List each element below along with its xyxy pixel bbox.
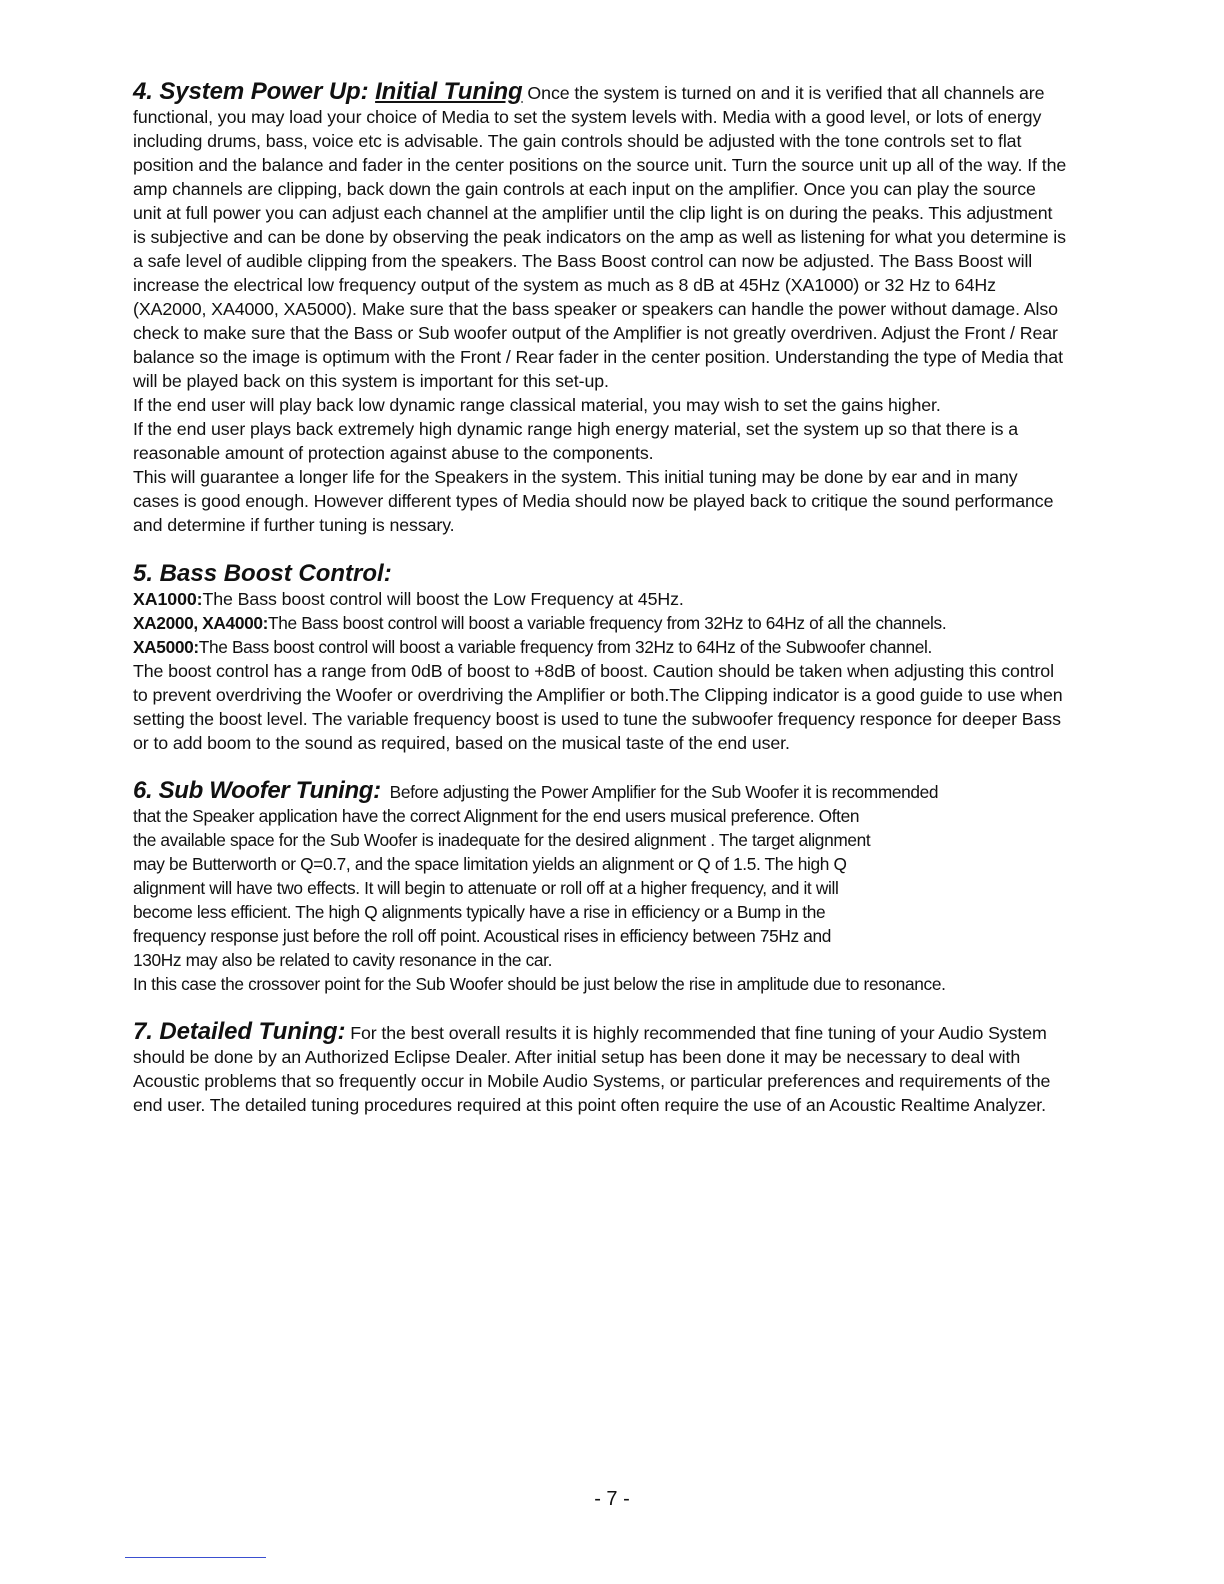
- section-bass-boost-control: [133, 561, 1068, 755]
- section-6-heading: 6. Sub Woofer Tuning:: [133, 777, 381, 804]
- section-detailed-tuning: [133, 1020, 1068, 1117]
- footer-rule: [125, 1557, 266, 1558]
- xa5000-line: XA5000:The Bass boost control will boost a variable frequency from 32Hz to 64Hz of the Subwoofer channel.: [133, 637, 932, 657]
- section-6-line-7: 130Hz may also be related to cavity resonance in the car.: [133, 950, 553, 970]
- section-4-line-guarantee: This will guarantee a longer life for the Speakers in the system. This initial tuning may be done by ear and in many cases is good enough. However different types of Media should now be played back to critique the sound performance and determine if further tuning is nessary.: [133, 467, 1054, 535]
- section-sub-woofer-tuning: [133, 779, 1068, 996]
- xa5000-label: XA5000:: [133, 637, 199, 657]
- xa2000-label: XA2000, XA4000:: [133, 613, 269, 633]
- section-4-paragraph: [133, 80, 1068, 393]
- section-4-line-classical: If the end user will play back low dynamic range classical material, you may wish to set the gains higher.: [133, 395, 941, 415]
- section-5-body: The boost control has a range from 0dB of boost to +8dB of boost. Caution should be taken when adjusting this control to prevent overdriving the Woofer or overdriving the Amplifier or both.The Clipping indicator is a good guide to use when setting the boost level. The variable frequency boost is used to tune the subwoofer frequency responce for deeper Bass or to add boom to the sound as required, based on the musical taste of the end user.: [133, 661, 1063, 753]
- xa2000-line: XA2000, XA4000:The Bass boost control will boost a variable frequency from 32Hz to 64Hz of all the channels.: [133, 613, 947, 633]
- section-7-body: For the best overall results it is highly recommended that fine tuning of your Audio System should be done by an Authorized Eclipse Dealer. After initial setup has been done it may be necessary to deal with Acoustic problems that so frequently occur in Mobile Audio Systems, or particular preferences and requirements of the end user. The detailed tuning procedures required at this point often require the use of an Acoustic Realtime Analyzer.: [133, 1023, 1051, 1115]
- section-7-heading: 7. Detailed Tuning:: [133, 1018, 346, 1045]
- section-6-line-6: frequency response just before the roll off point. Acoustical rises in efficiency between 75Hz and: [133, 926, 832, 946]
- document-page: [133, 80, 1068, 1141]
- section-6-line-4: alignment will have two effects. It will begin to attenuate or roll off at a higher frequency, and it will: [133, 878, 839, 898]
- xa1000-label: XA1000:: [133, 589, 203, 609]
- section-5-heading: 5. Bass Boost Control:: [133, 560, 392, 587]
- section-7-paragraph: [133, 1020, 1068, 1117]
- section-4-line-high-energy: If the end user plays back extremely high dynamic range high energy material, set the system up so that there is a reasonable amount of protection against abuse to the components.: [133, 419, 1019, 463]
- section-system-power-up: [133, 80, 1068, 537]
- section-4-body: Once the system is turned on and it is verified that all channels are functional, you may load your choice of Media to set the system levels with. Media with a good level, or lots of energy including drums, bass, voice etc is advisable. The gain controls should be adjusted with the tone controls set to flat position and the balance and fader in the center positions on the source unit. Turn the source unit up all of the way. If the amp channels are clipping, back down the gain controls at each input on the amplifier. Once you can play the source unit at full power you can adjust each channel at the amplifier until the clip light is on during the peaks. This adjustment is subjective and can be done by observing the peak indicators on the amp as well as listening for what you determine is a safe level of audible clipping from the speakers. The Bass Boost control can now be adjusted. The Bass Boost will increase the electrical low frequency output of the system as much as 8 dB at 45Hz (XA1000) or 32 Hz to 64Hz (XA2000, XA4000, XA5000). Make sure that the bass speaker or speakers can handle the power without damage. Also check to make sure that the Bass or Sub woofer output of the Amplifier is not greatly overdriven. Adjust the Front / Rear balance so the image is optimum with the Front / Rear fader in the center position. Understanding the type of Media that will be played back on this system is important for this set-up.: [133, 83, 1067, 391]
- section-6-line-1: that the Speaker application have the correct Alignment for the end users musical preference. Often: [133, 806, 860, 826]
- section-4-heading: 4. System Power Up: Initial Tuning: [133, 78, 523, 105]
- section-6-line-5: become less efficient. The high Q alignments typically have a rise in efficiency or a Bump in the: [133, 902, 826, 922]
- section-6-line-3: may be Butterworth or Q=0.7, and the space limitation yields an alignment or Q of 1.5. The high Q: [133, 854, 847, 874]
- xa1000-line: XA1000:The Bass boost control will boost the Low Frequency at 45Hz.: [133, 589, 684, 609]
- initial-tuning-heading: Initial Tuning: [375, 78, 523, 105]
- section-6-line-2: the available space for the Sub Woofer is inadequate for the desired alignment . The target alignment: [133, 830, 871, 850]
- section-6-line-0: 6. Sub Woofer Tuning: Before adjusting the Power Amplifier for the Sub Woofer it is recommended: [133, 777, 939, 804]
- page-number: - 7 -: [594, 1488, 630, 1510]
- section-6-line-8: In this case the crossover point for the Sub Woofer should be just below the rise in amplitude due to resonance.: [133, 974, 946, 994]
